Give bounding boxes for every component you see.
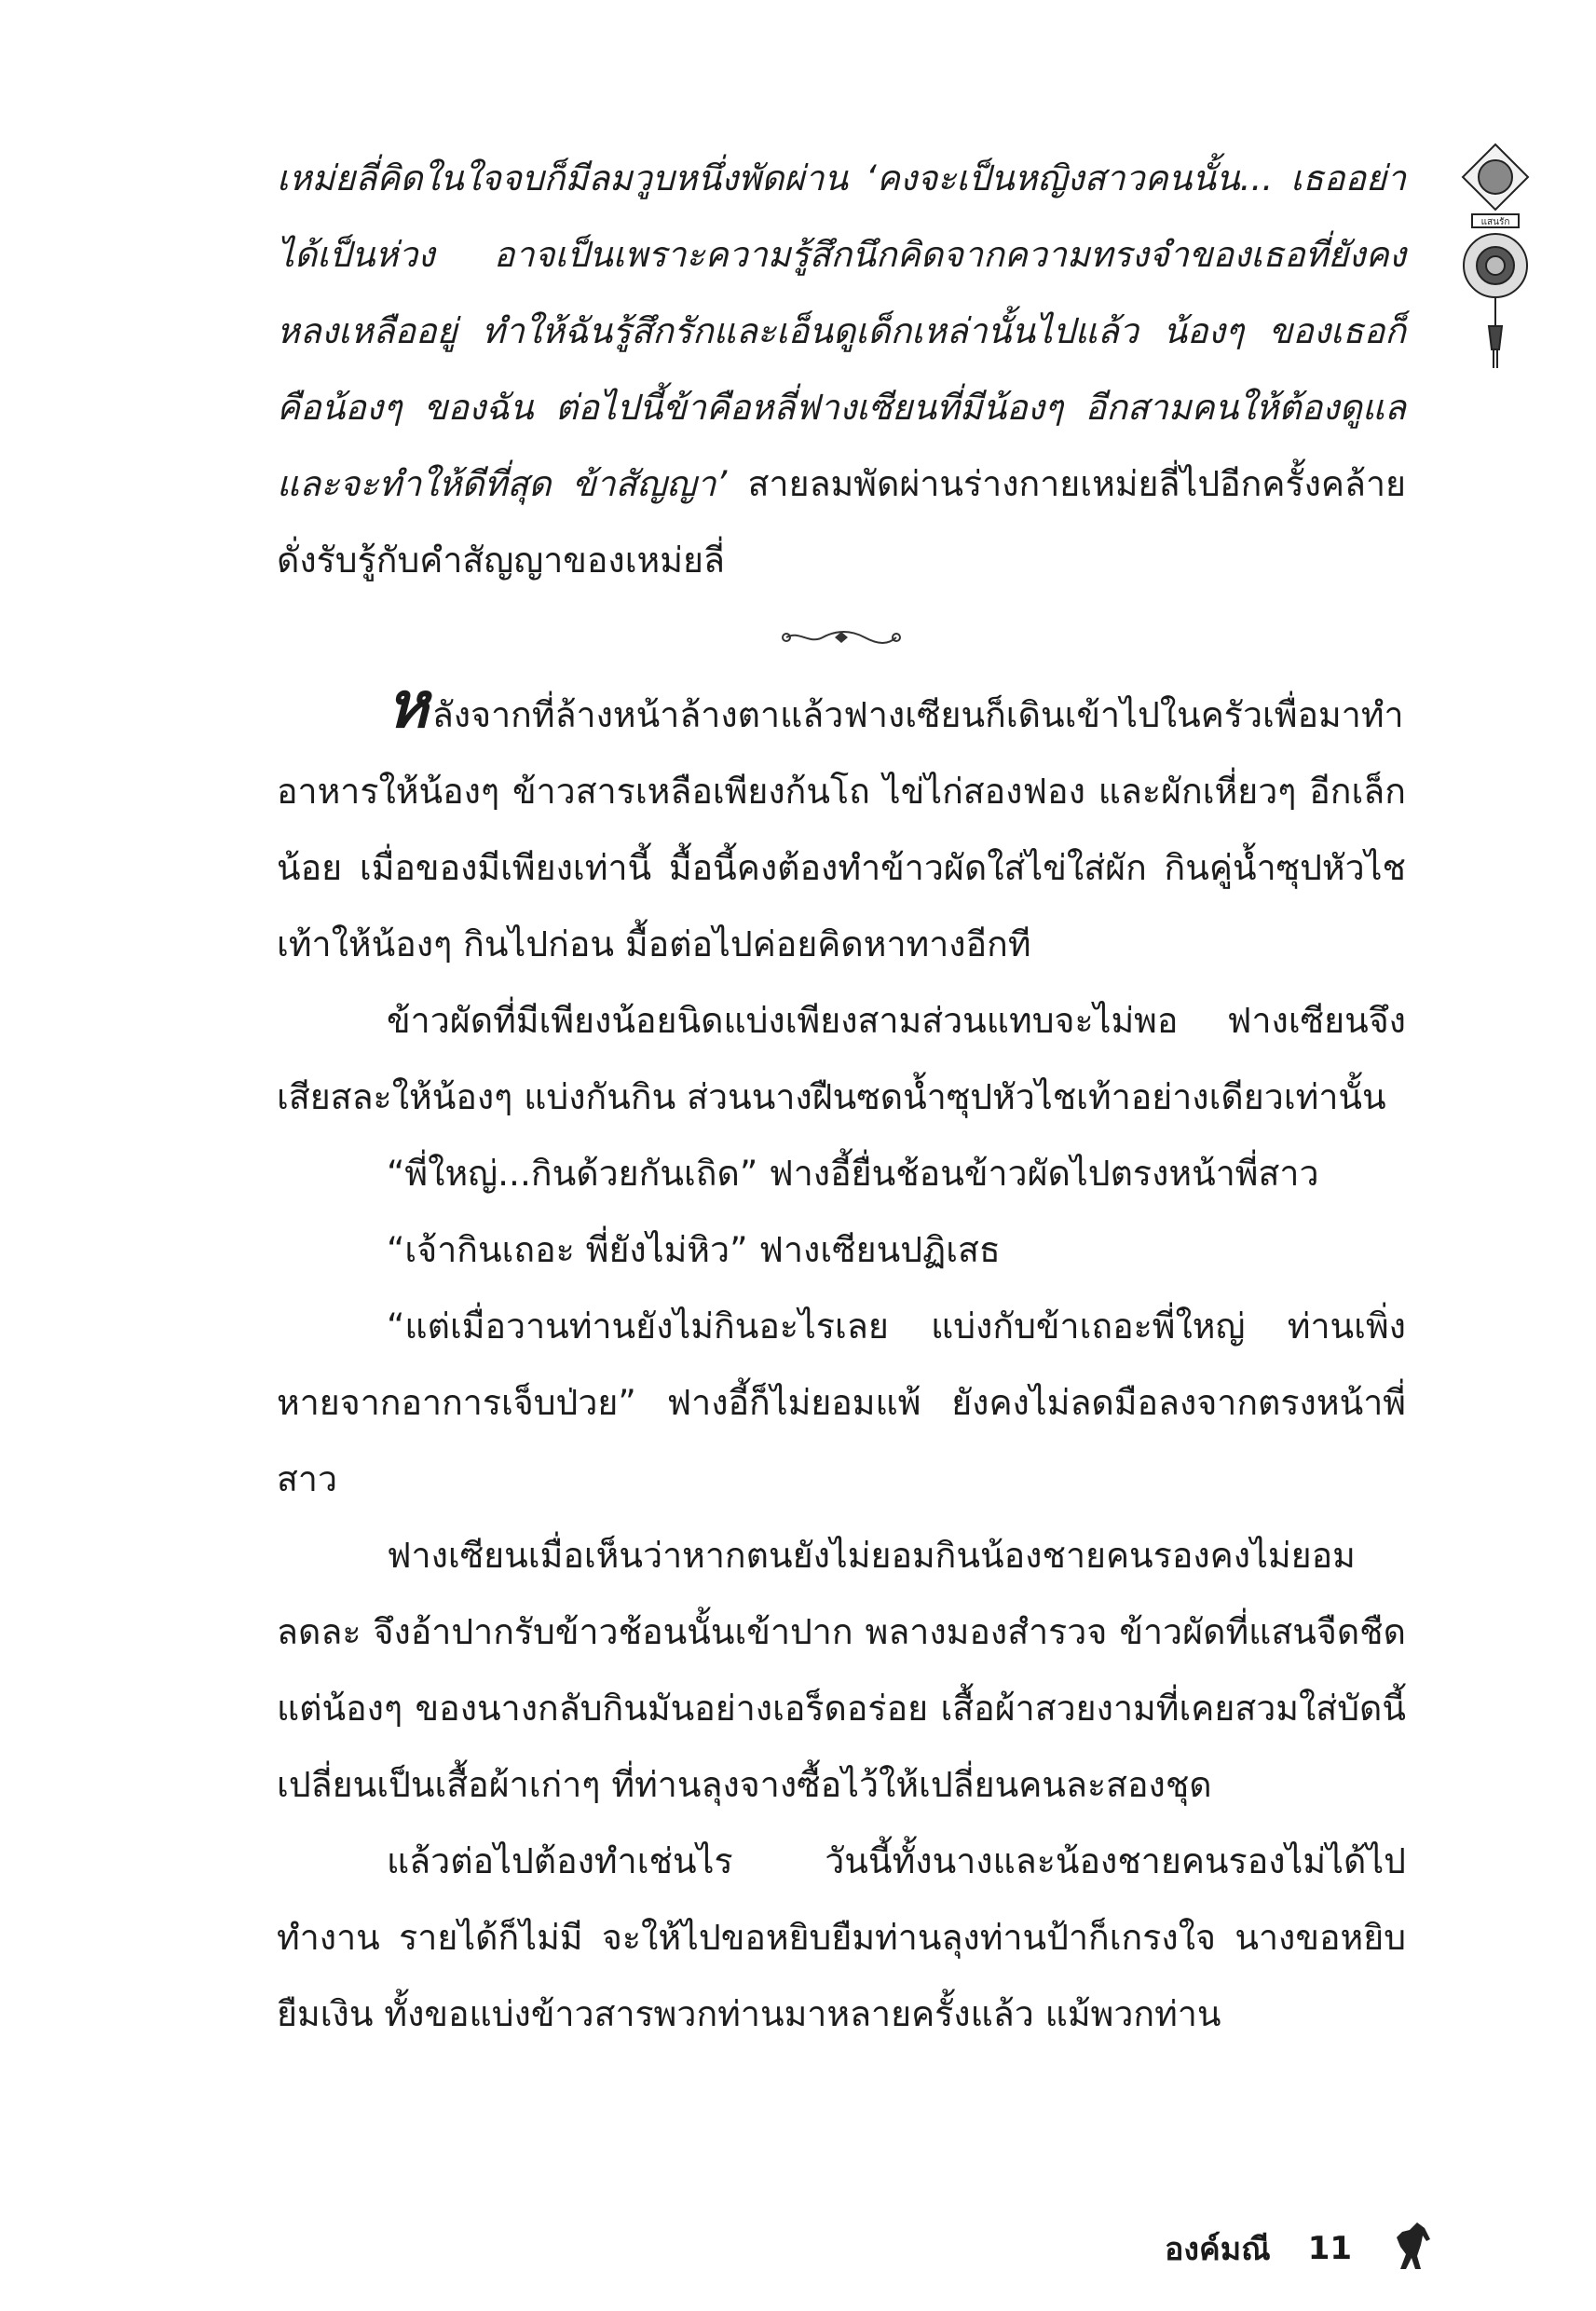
horse-icon [1389, 2219, 1436, 2279]
italic-promise-quote: ‘คงจะเป็นหญิงสาวคนนั้น... เธออย่าได้เป็นห่วง อาจเป็นเพราะความรู้สึกนึกคิดจากความทรงจำของเธอที่ยังคงหลงเหลืออยู่ ทำให้ฉันรู้สึกรักและเอ็นดูเด็กเหล่านั้นไปแล้ว น้องๆ ของเธอก็คือน้องๆ ของฉัน ต่อไปนี้ข้าคือหลี่ฟางเซียนที่มีน้องๆ อีกสามคนให้ต้องดูแล และจะทำให้ดีที่สุด ข้าสัญญา’ [277, 157, 1406, 504]
paragraph-dialogue-2: “เจ้ากินเถอะ พี่ยังไม่หิว” ฟางเซียนปฏิเสธ [387, 1229, 1001, 1270]
paragraph-kitchen [277, 669, 1406, 982]
badge-label: แสนรัก [1480, 217, 1510, 227]
paragraph-dialogue-1: “พี่ใหญ่...กินด้วยกันเถิด” ฟางอี้ยื่นช้อนข้าวผัดไปตรงหน้าพี่สาว [387, 1153, 1319, 1194]
page-number: 11 [1307, 2230, 1353, 2267]
paragraph-opening [277, 140, 1406, 598]
paragraph-observation: ฟางเซียนเมื่อเห็นว่าหากตนยังไม่ยอมกินน้องชายคนรองคงไม่ยอมลดละ จึงอ้าปากรับข้าวช้อนนั้นเข้าปาก พลางมองสำรวจ ข้าวผัดที่แสนจืดชืด แต่น้องๆ ของนางกลับกินมันอย่างเอร็ดอร่อย เสื้อผ้าสวยงามที่เคยสวมใส่บัดนี้เปลี่ยนเป็นเสื้อผ้าเก่าๆ ที่ท่านลุงจางซื้อไว้ให้เปลี่ยนคนละสองชุด [277, 1535, 1406, 1805]
paragraph-text: ลังจากที่ล้างหน้าล้างตาแล้วฟางเซียนก็เดินเข้าไปในครัวเพื่อมาทำอาหารให้น้องๆ ข้าวสารเหลือเพียงก้นโถ ไข่ไก่สองฟอง และผักเหี่ยวๆ อีกเล็กน้อย เมื่อของมีเพียงเท่านี้ มื้อนี้คงต้องทำข้าวผัดใส่ไข่ใส่ผัก กินคู่น้ำซุปหัวไชเท้าให้น้องๆ กินไปก่อน มื้อต่อไปค่อยคิดหาทางอีกที [277, 694, 1406, 964]
paragraph-tail: สายลมพัดผ่านร่างกายเหม่ยลี่ไปอีกครั้งคล้ายดั่งรับรู้กับคำสัญญาของเหม่ยลี่ [277, 463, 1406, 581]
paragraph-fried-rice: ข้าวผัดที่มีเพียงน้อยนิดแบ่งเพียงสามส่วนแทบจะไม่พอ ฟางเซียนจึงเสียสละให้น้องๆ แบ่งกันกิน ส่วนนางฝืนซดน้ำซุปหัวไชเท้าอย่างเดียวเท่านั้น [277, 1000, 1406, 1117]
publisher-emblem-icon [1453, 140, 1537, 382]
ornamental-divider-icon [277, 598, 1406, 677]
drop-letter: ห [387, 669, 429, 743]
paragraph-worry: แล้วต่อไปต้องทำเช่นไร วันนี้ทั้งนางและน้องชายคนรองไม่ได้ไปทำงาน รายได้ก็ไม่มี จะให้ไปขอหยิบยืมท่านลุงท่านป้าก็เกรงใจ นางขอหยิบยืมเงิน ทั้งขอแบ่งข้าวสารพวกท่านมาหลายครั้งแล้ว แม้พวกท่าน [277, 1840, 1406, 2034]
author-name: องค์มณี [1165, 2231, 1271, 2268]
italic-lead: เหม่ยลี่คิดในใจจบก็มีลมวูบหนึ่งพัดผ่าน [277, 157, 866, 198]
page-footer [1165, 2216, 1472, 2281]
body-text [277, 140, 1406, 2052]
paragraph-dialogue-3: “แต่เมื่อวานท่านยังไม่กินอะไรเลย แบ่งกับข้าเถอะพี่ใหญ่ ท่านเพิ่งหายจากอาการเจ็บป่วย” ฟางอี้ก็ไม่ยอมแพ้ ยังคงไม่ลดมือลงจากตรงหน้าพี่สาว [277, 1306, 1406, 1499]
